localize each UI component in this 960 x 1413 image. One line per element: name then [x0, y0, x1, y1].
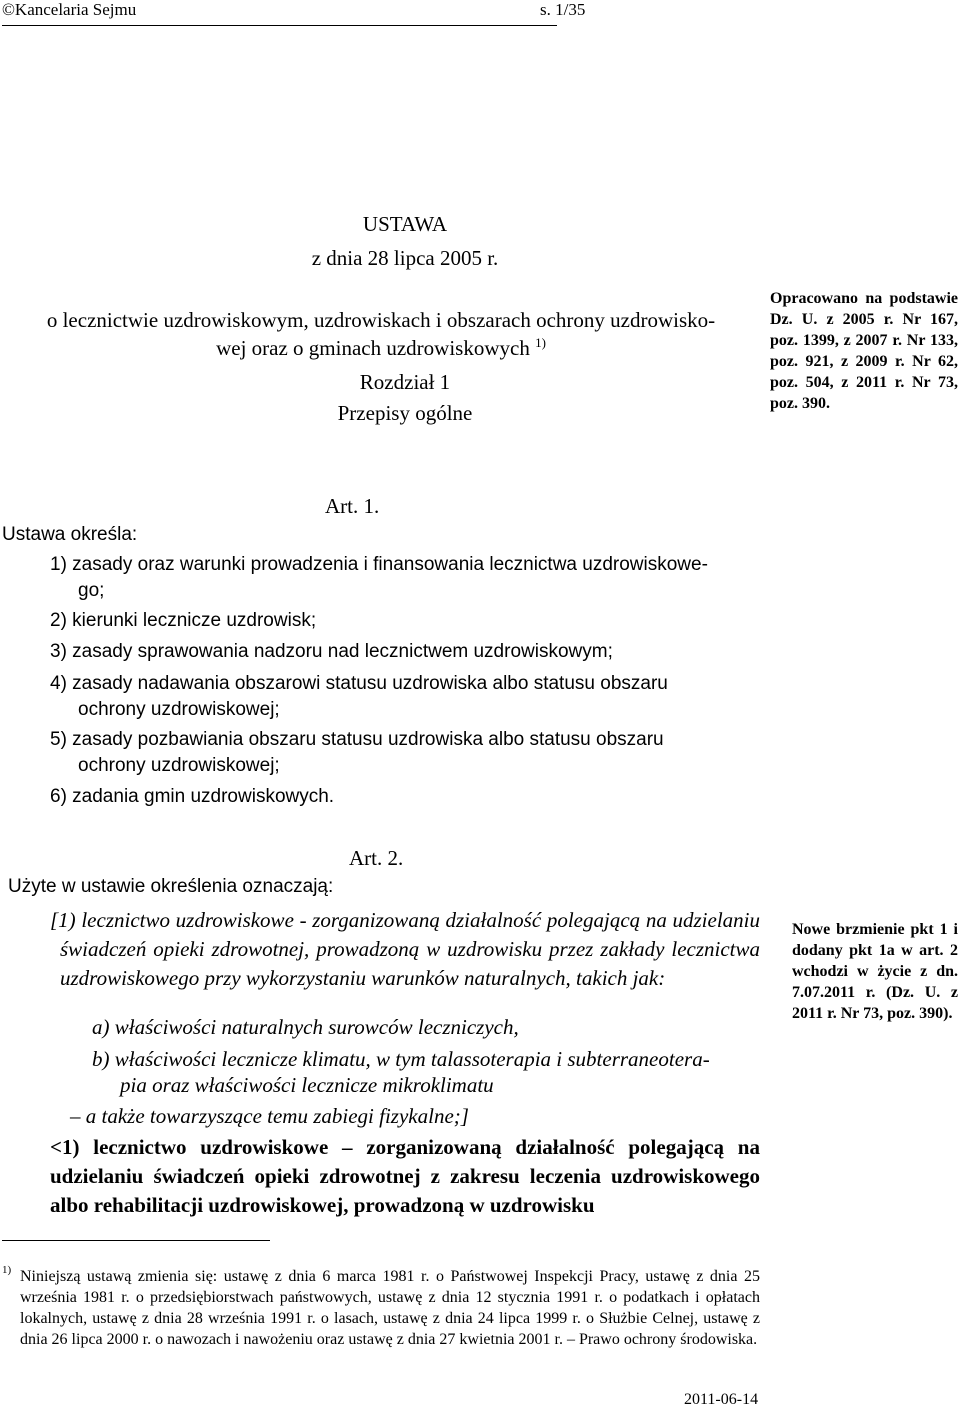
art1-item-6: 6) zadania gmin uzdrowiskowych.: [50, 786, 335, 807]
act-subject-line2: [8, 335, 754, 361]
art1-item-4-line2: ochrony uzdrowiskowej;: [78, 699, 280, 720]
art2-new-point-1: <1) lecznictwo uzdrowiskowe – zorganizowaną działalność polegającą na udzielaniu świadczeń opieki zdrowotnej z zakresu leczenia uzdrowiskowego albo rehabilitacji uzdrowiskowej, prowadzoną w uzdrowisku: [50, 1135, 760, 1217]
art2-intro: Użyte w ustawie określenia oznaczają:: [8, 876, 334, 897]
act-type: USTAWA: [362, 212, 448, 236]
header-rule: [2, 25, 557, 26]
footnote-marker: 1): [2, 1264, 12, 1276]
header-page-number: s. 1/35: [540, 0, 586, 19]
chapter-title: Przepisy ogólne: [337, 401, 473, 425]
art2-old-point-1b-line1: b) właściwości lecznicze klimatu, w tym talassoterapia i subterraneotera-: [92, 1047, 710, 1071]
header-source: ©Kancelaria Sejmu: [2, 0, 137, 19]
act-subject-line2-text: wej oraz o gminach uzdrowiskowych: [216, 336, 530, 360]
footnote-separator: [2, 1240, 270, 1241]
art1-intro: Ustawa określa:: [2, 524, 138, 545]
art2-old-point-1b-line2: pia oraz właściwości lecznicze mikroklimatu: [120, 1073, 494, 1097]
art1-item-5-line1: 5) zasady pozbawiania obszaru statusu uzdrowiska albo statusu obszaru: [50, 729, 664, 750]
art1-item-1-line1: 1) zasady oraz warunki prowadzenia i finansowania lecznictwa uzdrowiskowe-: [50, 554, 708, 575]
act-date: z dnia 28 lipca 2005 r.: [311, 246, 499, 270]
chapter-number: Rozdział 1: [359, 370, 451, 394]
art1-item-4-line1: 4) zasady nadawania obszarowi statusu uzdrowiska albo statusu obszaru: [50, 673, 668, 694]
art1-item-3: 3) zasady sprawowania nadzoru nad lecznictwem uzdrowiskowym;: [50, 641, 613, 662]
footer-date: 2011-06-14: [684, 1391, 759, 1408]
art2-heading: Art. 2.: [349, 846, 404, 870]
footnote-text: Niniejszą ustawą zmienia się: ustawę z dnia 6 marca 1981 r. o Państwowej Inspekcji Pracy, ustawę z dnia 25 września 1981 r. o przedsiębiorstwach państwowych, ustawę z dnia 12 stycznia 1991 r. o podatkach i opłatach lokalnych, ustawę z dnia 28 września 1991 r. o lasach, ustawę z dnia 24 lipca 1999 r. o Służbie Celnej, ustawę z dnia 26 lipca 2000 r. o nawozach i nawożeniu oraz ustawę z dnia 27 kwietnia 2001 r. – Prawo ochrony środowiska.: [20, 1268, 760, 1348]
art2-old-point-1: [1) lecznictwo uzdrowiskowe - zorganizowaną działalność polegającą na udzielaniu świadczeń opieki zdrowotnej, prowadzoną w uzdrowisku przez zakłady lecznictwa uzdrowiskowego przy wykorzystaniu warunków naturalnych, takich jak:: [50, 908, 760, 990]
art1-item-1-line2: go;: [78, 580, 105, 601]
art2-old-point-1-tail: – a także towarzyszące temu zabiegi fizykalne;]: [70, 1104, 469, 1128]
art2-old-point-1a: a) właściwości naturalnych surowców leczniczych,: [92, 1015, 519, 1039]
act-subject-line1: o lecznictwie uzdrowiskowym, uzdrowiskach i obszarach ochrony uzdrowisko-: [46, 308, 716, 332]
art1-item-5-line2: ochrony uzdrowiskowej;: [78, 755, 280, 776]
margin-note-art2: Nowe brzmienie pkt 1 i dodany pkt 1a w art. 2 wchodzi w życie z dn. 7.07.2011 r. (Dz. U. z 2011 r. Nr 73, poz. 390).: [792, 921, 958, 1022]
footnote-ref: 1): [535, 335, 546, 350]
footnote-marker-wrap: [2, 1260, 11, 1285]
margin-note-basis: Opracowano na podstawie Dz. U. z 2005 r. Nr 167, poz. 1399, z 2007 r. Nr 133, poz. 921, z 2009 r. Nr 62, poz. 504, z 2011 r. Nr 73, poz. 390.: [770, 290, 958, 412]
art1-heading: Art. 1.: [325, 494, 380, 518]
art1-item-2: 2) kierunki lecznicze uzdrowisk;: [50, 610, 317, 631]
